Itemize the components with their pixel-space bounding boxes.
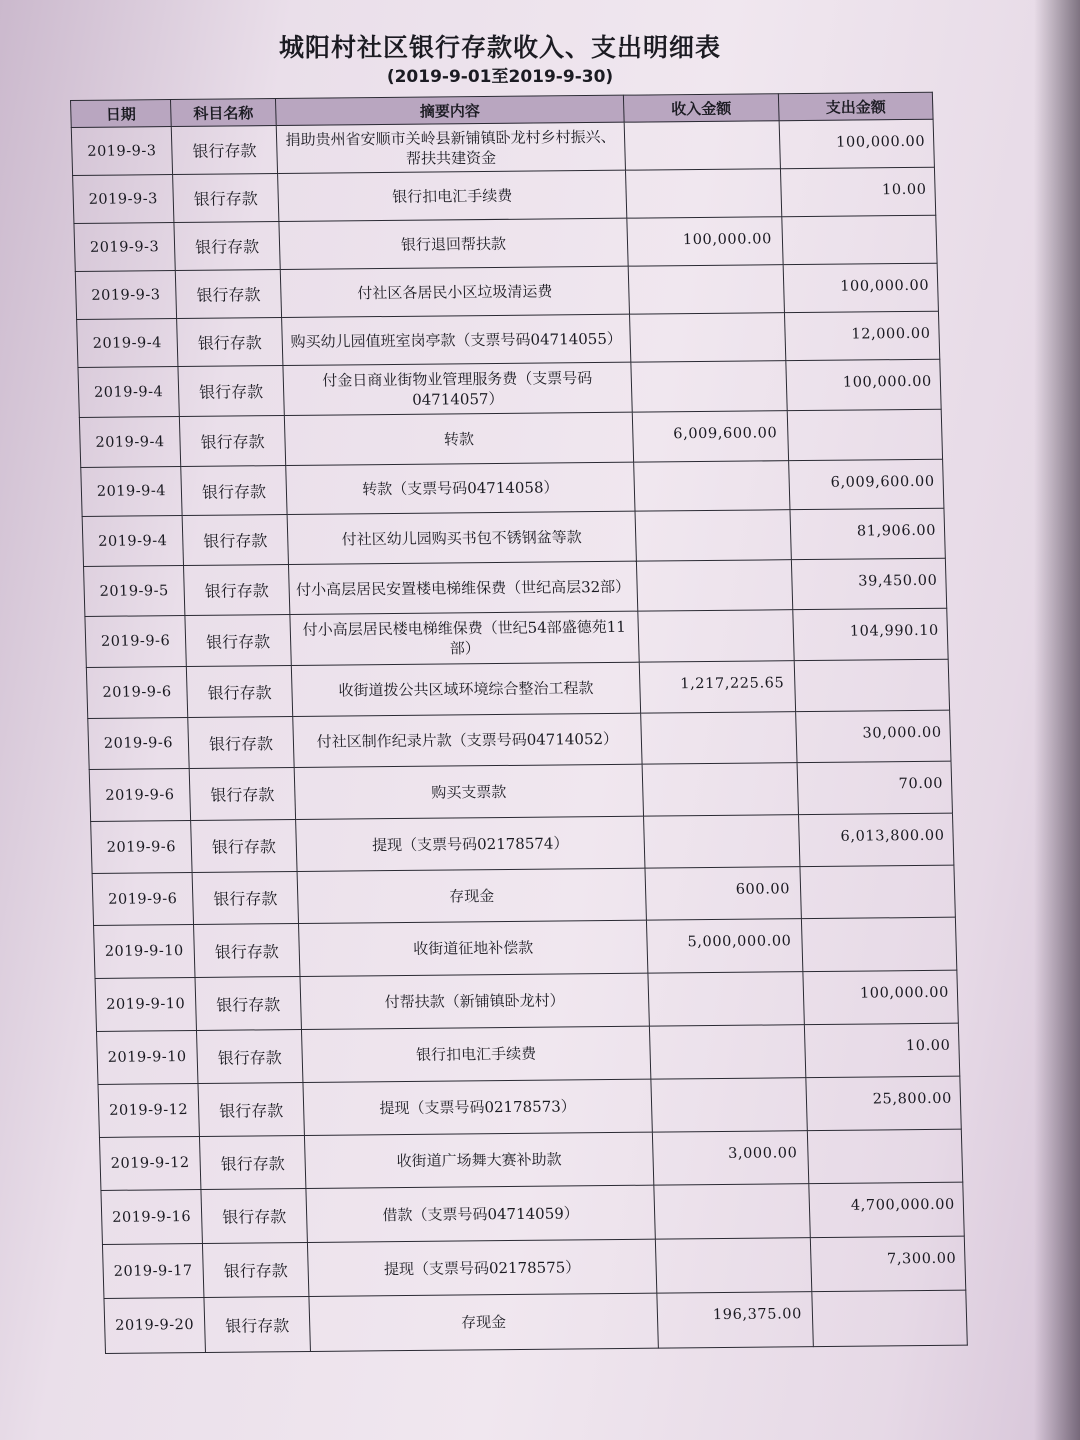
header-expense: 支出金额 [778, 92, 933, 120]
cell-income: 600.00 [645, 867, 801, 920]
document-subtitle: (2019-9-01至2019-9-30) [386, 67, 614, 87]
cell-summary: 提现（支票号码02178573） [303, 1079, 652, 1135]
cell-summary: 付帮扶款（新铺镇卧龙村） [300, 973, 649, 1029]
cell-income [630, 313, 786, 362]
cell-summary: 购买支票款 [294, 764, 643, 819]
cell-subject: 银行存款 [188, 716, 294, 768]
cell-subject: 银行存款 [178, 366, 284, 417]
cell-date: 2019-9-6 [86, 667, 187, 719]
cell-subject: 银行存款 [192, 871, 298, 924]
cell-income [644, 815, 800, 868]
cell-income [634, 461, 790, 511]
cell-expense: 10.00 [804, 1023, 959, 1077]
cell-date: 2019-9-16 [101, 1189, 202, 1244]
cell-income [625, 169, 781, 218]
cell-date: 2019-9-10 [97, 1030, 198, 1084]
cell-summary: 收街道广场舞大赛补助款 [304, 1132, 653, 1188]
cell-subject: 银行存款 [173, 174, 279, 223]
cell-expense [782, 215, 937, 264]
cell-subject: 银行存款 [185, 615, 291, 667]
cell-subject: 银行存款 [202, 1242, 308, 1297]
cell-date: 2019-9-4 [79, 417, 180, 468]
cell-summary: 借款（支票号码04714059） [306, 1185, 655, 1242]
cell-summary: 付社区幼儿园购买书包不锈钢盆等款 [287, 511, 636, 564]
cell-summary: 银行退回帮扶款 [279, 218, 628, 269]
cell-date: 2019-9-3 [73, 175, 174, 224]
table-row [104, 1290, 967, 1353]
cell-date: 2019-9-20 [104, 1297, 206, 1353]
table-row [77, 311, 940, 367]
cell-summary: 付小高层居民安置楼电梯维保费（世纪高层32部） [288, 561, 637, 614]
cell-summary: 转款 [284, 412, 633, 465]
cell-date: 2019-9-4 [78, 367, 179, 418]
cell-income: 100,000.00 [627, 217, 783, 266]
cell-expense: 4,700,000.00 [809, 1182, 964, 1237]
cell-income [638, 610, 794, 662]
page-edge-shadow [1034, 0, 1080, 1440]
cell-subject: 银行存款 [184, 565, 290, 616]
cell-subject: 银行存款 [201, 1188, 307, 1243]
cell-summary: 转款（支票号码04714058） [286, 462, 635, 514]
cell-summary: 付小高层居民楼电梯维保费（世纪54部盛德苑11部） [290, 611, 639, 665]
table-row [88, 710, 951, 769]
table-row [85, 608, 948, 667]
cell-expense [807, 1129, 962, 1183]
cell-expense: 100,000.00 [783, 263, 938, 312]
cell-expense [800, 865, 955, 918]
cell-date: 2019-9-10 [94, 924, 195, 978]
table-row [79, 409, 942, 467]
cell-income: 5,000,000.00 [646, 919, 802, 973]
cell-summary: 捐助贵州省安顺市关岭县新铺镇卧龙村乡村振兴、帮扶共建资金 [276, 122, 625, 173]
cell-expense: 25,800.00 [806, 1076, 961, 1130]
cell-subject: 银行存款 [194, 923, 300, 977]
cell-income [636, 560, 792, 611]
cell-subject: 银行存款 [199, 1135, 305, 1189]
cell-expense: 81,906.00 [790, 508, 945, 559]
cell-expense: 12,000.00 [784, 311, 939, 360]
cell-income [628, 265, 784, 314]
table-row [92, 865, 955, 925]
cell-date: 2019-9-12 [99, 1136, 200, 1190]
cell-date: 2019-9-3 [75, 271, 176, 320]
table-row [74, 215, 937, 271]
cell-expense: 7,300.00 [810, 1236, 965, 1291]
cell-subject: 银行存款 [204, 1296, 311, 1352]
cell-income [641, 712, 797, 764]
cell-date: 2019-9-5 [84, 566, 185, 617]
cell-summary: 收街道征地补偿款 [299, 920, 648, 976]
cell-subject: 银行存款 [186, 666, 292, 718]
cell-expense: 100,000.00 [803, 970, 958, 1024]
cell-expense [787, 409, 942, 460]
cell-expense: 104,990.10 [793, 608, 948, 660]
cell-date: 2019-9-3 [71, 127, 172, 176]
header-subject: 科目名称 [170, 99, 276, 127]
cell-income [654, 1184, 810, 1239]
cell-subject: 银行存款 [196, 1029, 302, 1083]
header-date: 日期 [71, 100, 172, 128]
cell-expense: 30,000.00 [796, 710, 951, 762]
cell-summary: 付金日商业街物业管理服务费（支票号码04714057） [283, 362, 632, 415]
header-income: 收入金额 [623, 94, 779, 122]
cell-summary: 付社区制作纪录片款（支票号码04714052） [293, 713, 642, 767]
cell-subject: 银行存款 [182, 515, 288, 566]
cell-expense: 6,013,800.00 [798, 813, 953, 866]
cell-income: 3,000.00 [652, 1131, 808, 1185]
cell-income: 1,217,225.65 [639, 661, 795, 713]
cell-date: 2019-9-6 [89, 769, 190, 822]
cell-subject: 银行存款 [189, 767, 295, 820]
table-row [78, 359, 941, 417]
table-row [81, 459, 944, 516]
table-row [101, 1182, 964, 1244]
cell-date: 2019-9-17 [102, 1243, 203, 1298]
cell-income [624, 121, 780, 170]
cell-date: 2019-9-4 [82, 516, 183, 567]
cell-summary: 存现金 [309, 1293, 658, 1351]
cell-subject: 银行存款 [179, 416, 285, 467]
table-row [97, 1023, 960, 1084]
header-summary: 摘要内容 [275, 95, 624, 125]
cell-summary: 银行扣电汇手续费 [301, 1026, 650, 1082]
cell-subject: 银行存款 [175, 270, 281, 319]
cell-income [642, 763, 798, 816]
cell-date: 2019-9-4 [81, 467, 182, 517]
cell-expense [801, 917, 956, 971]
document-title: 城阳村社区银行存款收入、支出明细表 [278, 33, 721, 62]
cell-date: 2019-9-12 [98, 1083, 199, 1137]
table-row [102, 1236, 965, 1298]
cell-expense: 39,450.00 [791, 558, 946, 609]
cell-summary: 存现金 [297, 868, 646, 923]
cell-summary: 收街道拨公共区域环境综合整治工程款 [291, 662, 640, 716]
table-row [82, 508, 945, 566]
ledger-table-wrap [70, 92, 967, 1355]
cell-income: 196,375.00 [657, 1292, 814, 1348]
cell-subject: 银行存款 [195, 976, 301, 1030]
cell-date: 2019-9-4 [77, 319, 178, 368]
cell-income [649, 1025, 805, 1079]
cell-expense [794, 659, 949, 711]
table-row [95, 970, 958, 1031]
table-row [89, 761, 952, 821]
cell-income [651, 1078, 807, 1132]
cell-subject: 银行存款 [171, 126, 277, 175]
cell-subject: 银行存款 [181, 466, 287, 516]
table-row [94, 917, 957, 978]
cell-subject: 银行存款 [198, 1082, 304, 1136]
cell-income [631, 361, 787, 412]
table-row [71, 119, 934, 175]
cell-date: 2019-9-6 [91, 821, 192, 874]
ledger-body [71, 119, 967, 1353]
cell-summary: 提现（支票号码02178575） [307, 1239, 656, 1296]
cell-expense: 100,000.00 [779, 119, 934, 168]
table-row [98, 1076, 961, 1137]
cell-date: 2019-9-6 [92, 872, 193, 925]
cell-date: 2019-9-3 [74, 223, 175, 272]
cell-expense [812, 1290, 968, 1346]
table-row [84, 558, 947, 616]
cell-income: 6,009,600.00 [632, 411, 788, 462]
ledger-table [70, 92, 968, 1354]
table-row [73, 167, 936, 223]
cell-income [655, 1238, 811, 1293]
cell-subject: 银行存款 [177, 318, 283, 367]
table-row [86, 659, 949, 718]
cell-summary: 提现（支票号码02178574） [296, 816, 645, 871]
cell-summary: 付社区各居民小区垃圾清运费 [280, 266, 629, 317]
cell-expense: 100,000.00 [786, 359, 941, 410]
cell-summary: 购买幼儿园值班室岗亭款（支票号码04714055） [282, 314, 631, 365]
cell-expense: 6,009,600.00 [789, 459, 944, 509]
cell-date: 2019-9-6 [85, 616, 186, 668]
cell-expense: 10.00 [780, 167, 935, 216]
cell-subject: 银行存款 [191, 819, 297, 872]
cell-subject: 银行存款 [174, 222, 280, 271]
table-row [75, 263, 938, 319]
cell-date: 2019-9-10 [95, 977, 196, 1031]
cell-income [648, 972, 804, 1026]
cell-income [635, 510, 791, 561]
cell-summary: 银行扣电汇手续费 [278, 170, 627, 221]
cell-expense: 70.00 [797, 761, 952, 814]
cell-date: 2019-9-6 [88, 718, 189, 770]
table-row [99, 1129, 962, 1190]
table-row [91, 813, 954, 873]
